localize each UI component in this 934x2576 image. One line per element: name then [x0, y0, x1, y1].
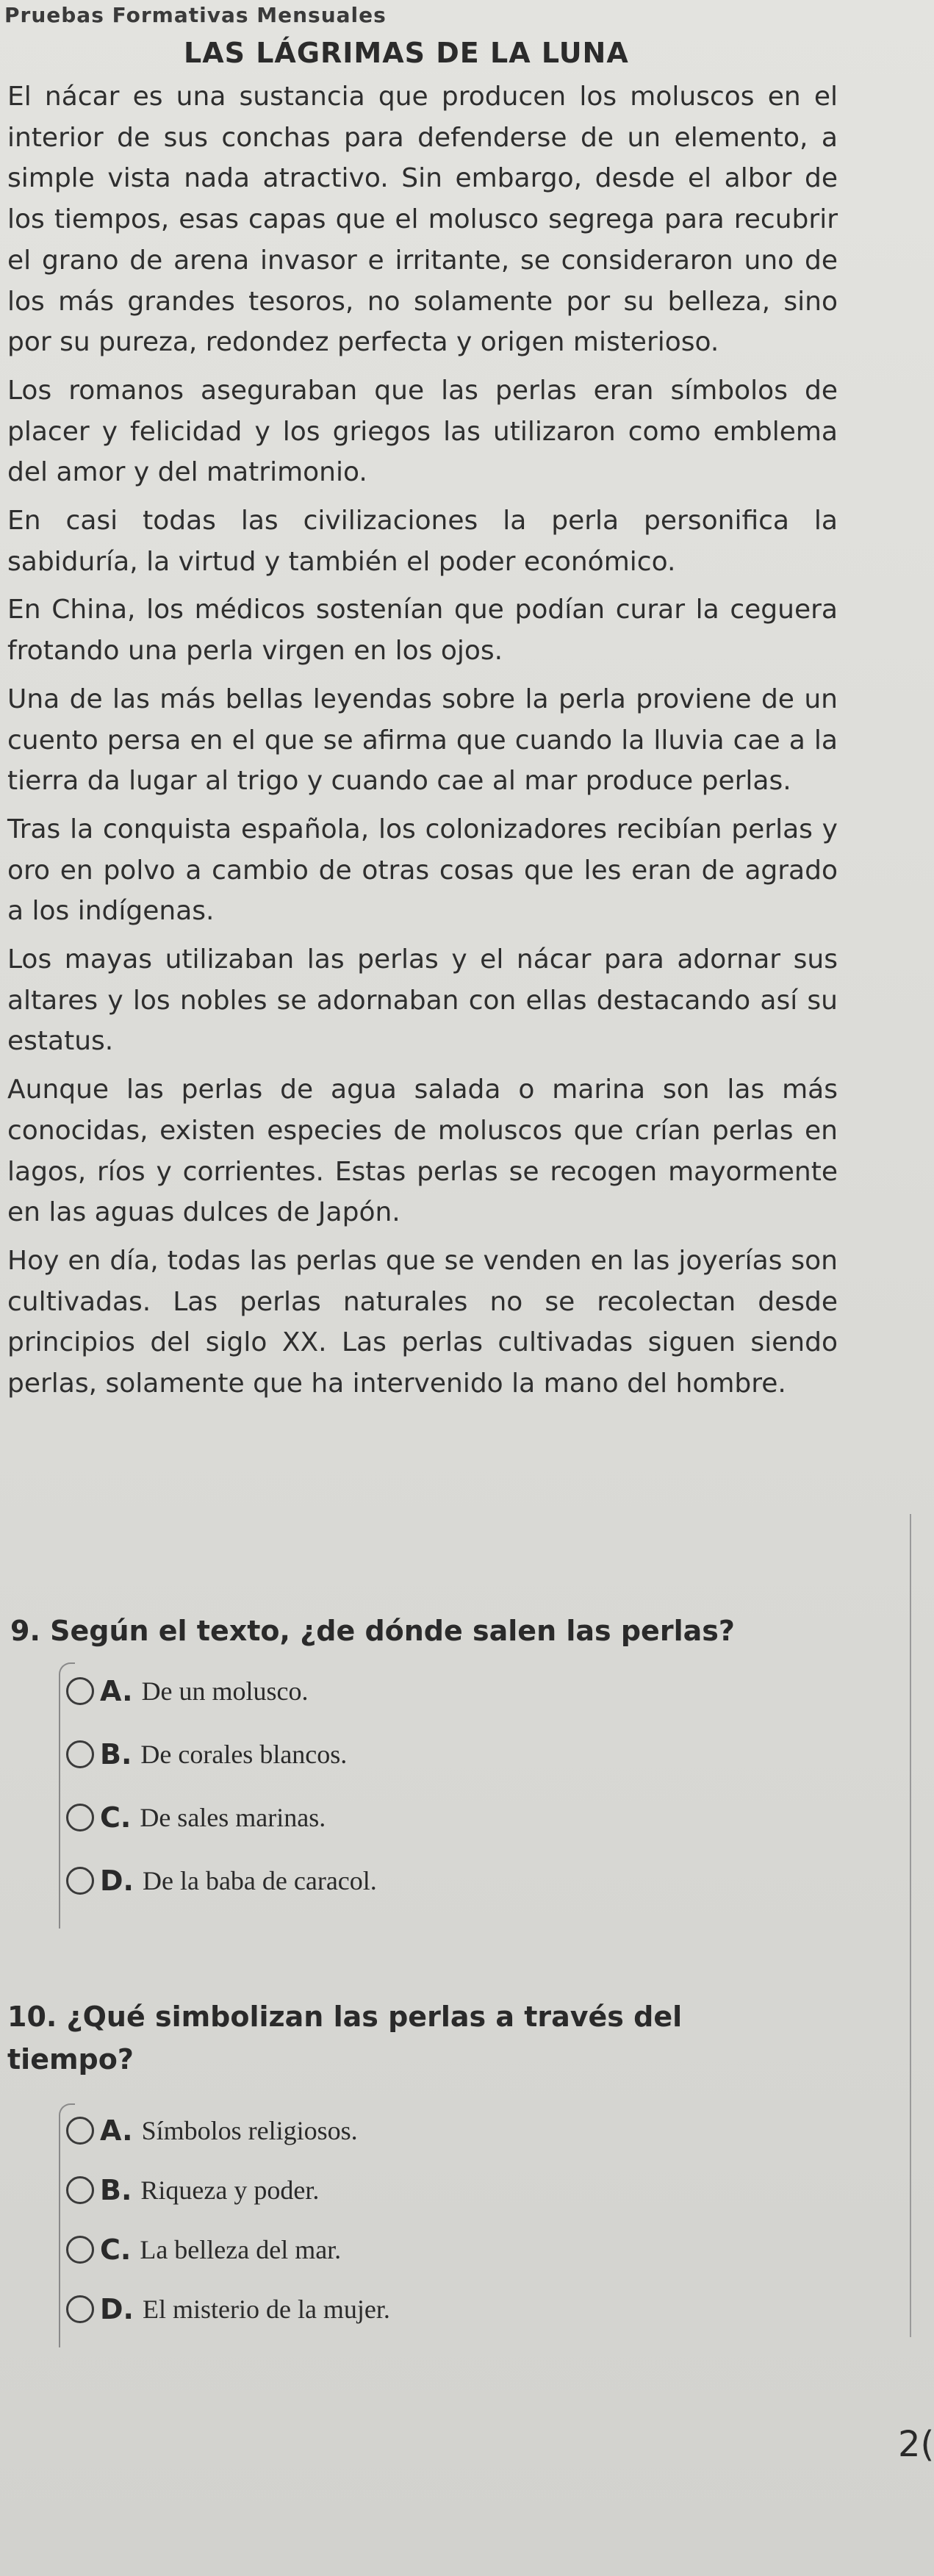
option-letter: D. [100, 1865, 134, 1897]
option-letter: D. [100, 2293, 134, 2325]
passage-paragraph: Los mayas utilizaban las perlas y el nácar para adornar sus altares y los nobles se adornaban con ellas destacando así su estatus. [7, 944, 838, 1057]
passage-paragraph: El nácar es una sustancia que producen los moluscos en el interior de sus conchas para defenderse de un elemento, a simple vista nada atractivo. Sin embargo, desde el albor de los tiempos, esas capas que el molusco segrega para recubrir el grano de arena invasor e irritante, se consideraron uno de los más grandes tesoros, no solamente por su belleza, sino por su pureza, redondez perfecta y origen misterioso. [7, 82, 838, 358]
option-text: Riqueza y poder. [140, 2175, 320, 2205]
radio-circle-icon[interactable] [66, 1677, 94, 1705]
passage-paragraph: En casi todas las civilizaciones la perla personifica la sabiduría, la virtud y también el poder económico. [7, 506, 838, 577]
page-header: Pruebas Formativas Mensuales [4, 3, 387, 27]
question-9-option-c[interactable] [66, 1796, 728, 1839]
option-letter: A. [100, 2114, 133, 2147]
question-9-option-a[interactable] [66, 1670, 728, 1712]
option-text: Símbolos religiosos. [141, 2116, 358, 2145]
option-text: De la baba de caracol. [142, 1866, 377, 1895]
passage-paragraph: Tras la conquista española, los colonizadores recibían perlas y oro en polvo a cambio de otras cosas que les eran de agrado a los indígenas. [7, 814, 838, 927]
margin-rule [910, 1514, 911, 2337]
question-10-options [66, 2111, 728, 2349]
reading-passage [7, 76, 838, 1412]
question-9-option-d[interactable] [66, 1859, 728, 1902]
option-letter: C. [100, 1801, 132, 1834]
option-text: El misterio de la mujer. [142, 2295, 390, 2324]
option-letter: A. [100, 1675, 133, 1707]
passage-paragraph: Aunque las perlas de agua salada o marina son las más conocidas, existen especies de moluscos que crían perlas en lagos, ríos y corrientes. Estas perlas se recogen mayormente en las aguas dulces de Japón. [7, 1074, 838, 1228]
passage-paragraph: En China, los médicos sostenían que podían curar la ceguera frotando una perla virgen en los ojos. [7, 595, 838, 667]
passage-paragraph: Los romanos aseguraban que las perlas eran símbolos de placer y felicidad y los griegos las utilizaron como emblema del amor y del matrimonio. [7, 375, 838, 488]
question-10-text: 10. ¿Qué simbolizan las perlas a través del tiempo? [7, 2001, 683, 2075]
question-10-option-c[interactable] [66, 2230, 728, 2270]
option-letter: B. [100, 2174, 132, 2206]
radio-circle-icon[interactable] [66, 2236, 94, 2264]
option-text: De sales marinas. [140, 1803, 326, 1832]
radio-circle-icon[interactable] [66, 2295, 94, 2323]
passage-paragraph: Una de las más bellas leyendas sobre la perla proviene de un cuento persa en el que se afirma que cuando la lluvia cae a la tierra da lugar al trigo y cuando cae al mar produce perlas. [7, 684, 838, 797]
option-text: De corales blancos. [140, 1740, 348, 1769]
radio-circle-icon[interactable] [66, 1804, 94, 1831]
question-9-option-b[interactable] [66, 1733, 728, 1776]
reading-title: LAS LÁGRIMAS DE LA LUNA [184, 37, 629, 69]
option-text: La belleza del mar. [140, 2235, 342, 2264]
question-10-option-b[interactable] [66, 2170, 728, 2210]
option-letter: B. [100, 1738, 132, 1770]
page-number: 2( [898, 2424, 934, 2465]
radio-circle-icon[interactable] [66, 1867, 94, 1895]
option-text: De un molusco. [141, 1676, 309, 1706]
question-10-option-a[interactable] [66, 2111, 728, 2150]
radio-circle-icon[interactable] [66, 2176, 94, 2204]
question-9-text: 9. Según el texto, ¿de dónde salen las perlas? [10, 1615, 735, 1647]
radio-circle-icon[interactable] [66, 1740, 94, 1768]
passage-paragraph: Hoy en día, todas las perlas que se venden en las joyerías son cultivadas. Las perlas naturales no se recolectan desde principios del siglo XX. Las perlas cultivadas siguen siendo perlas, solamente que ha intervenido la mano del hombre. [7, 1245, 838, 1399]
radio-circle-icon[interactable] [66, 2117, 94, 2145]
option-letter: C. [100, 2234, 132, 2266]
question-10-option-d[interactable] [66, 2289, 728, 2329]
question-9-options [66, 1670, 728, 1923]
